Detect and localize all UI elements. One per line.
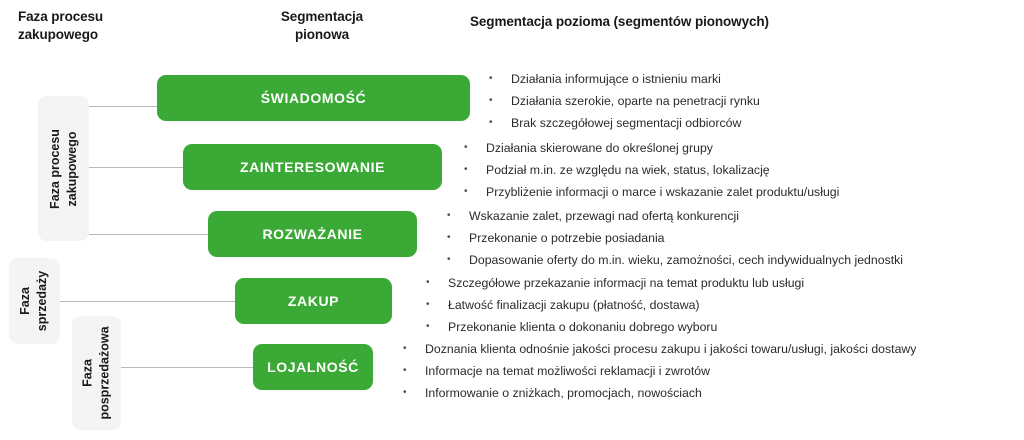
stage-label: ZAKUP (287, 293, 340, 309)
phase-label-box-sales (9, 258, 60, 344)
stage-box-interest[interactable] (183, 144, 442, 190)
list-item: • Podział m.in. ze względu na wiek, status, lokalizację (460, 159, 839, 181)
list-item: • Szczegółowe przekazanie informacji na temat produktu lub usługi (422, 272, 804, 294)
list-item: • Przybliżenie informacji o marce i wskazanie zalet produktu/usługi (460, 181, 839, 203)
bullet-list-interest (460, 137, 839, 203)
stage-label: LOJALNOŚĆ (267, 359, 359, 375)
list-item: • Przekonanie klienta o dokonaniu dobrego wyboru (422, 316, 804, 338)
list-item: • Wskazanie zalet, przewagi nad ofertą konkurencji (443, 205, 903, 227)
column-header-phase: Faza procesu zakupowego (18, 9, 104, 42)
bullet-list-awareness (485, 68, 760, 134)
bullet-list-purchase (422, 272, 804, 338)
list-item: • Działania skierowane do określonej grupy (460, 137, 839, 159)
connector-line (89, 234, 208, 235)
phase-label-box-after-sales (72, 316, 121, 430)
phase-label-text: Faza sprzedaży (18, 270, 50, 332)
stage-box-loyalty[interactable] (253, 344, 373, 390)
connector-line (89, 167, 183, 168)
phase-label-text: Faza procesu zakupowego (47, 128, 79, 209)
list-item: • Działania informujące o istnieniu marki (485, 68, 760, 90)
stage-label: ŚWIADOMOŚĆ (260, 90, 367, 106)
list-item: • Dopasowanie oferty do m.in. wieku, zamożności, cech indywidualnych jednostki (443, 249, 903, 271)
stage-box-purchase[interactable] (235, 278, 392, 324)
list-item: • Informacje na temat możliwości reklamacji i zwrotów (399, 360, 916, 382)
list-item: • Doznania klienta odnośnie jakości procesu zakupu i jakości towaru/usługi, jakości dostawy (399, 338, 916, 360)
column-header-horizontal-segmentation: Segmentacja pozioma (segmentów pionowych) (470, 14, 769, 29)
connector-line (89, 106, 157, 107)
column-header-vertical-segmentation: Segmentacja pionowa (280, 9, 364, 42)
connector-line (121, 367, 253, 368)
list-item: • Łatwość finalizacji zakupu (płatność, dostawa) (422, 294, 804, 316)
stage-label: ROZWAŻANIE (262, 226, 363, 242)
bullet-list-loyalty (399, 338, 916, 404)
list-item: • Przekonanie o potrzebie posiadania (443, 227, 903, 249)
phase-label-text: Faza posprzedażowa (80, 326, 112, 420)
phase-label-box-buying-process (38, 96, 89, 241)
connector-line (60, 301, 235, 302)
stage-label: ZAINTERESOWANIE (239, 159, 386, 175)
list-item: • Działania szerokie, oparte na penetracji rynku (485, 90, 760, 112)
stage-box-consideration[interactable] (208, 211, 417, 257)
list-item: • Informowanie o zniżkach, promocjach, nowościach (399, 382, 916, 404)
stage-box-awareness[interactable] (157, 75, 470, 121)
list-item: • Brak szczegółowej segmentacji odbiorców (485, 112, 760, 134)
bullet-list-consideration (443, 205, 903, 271)
